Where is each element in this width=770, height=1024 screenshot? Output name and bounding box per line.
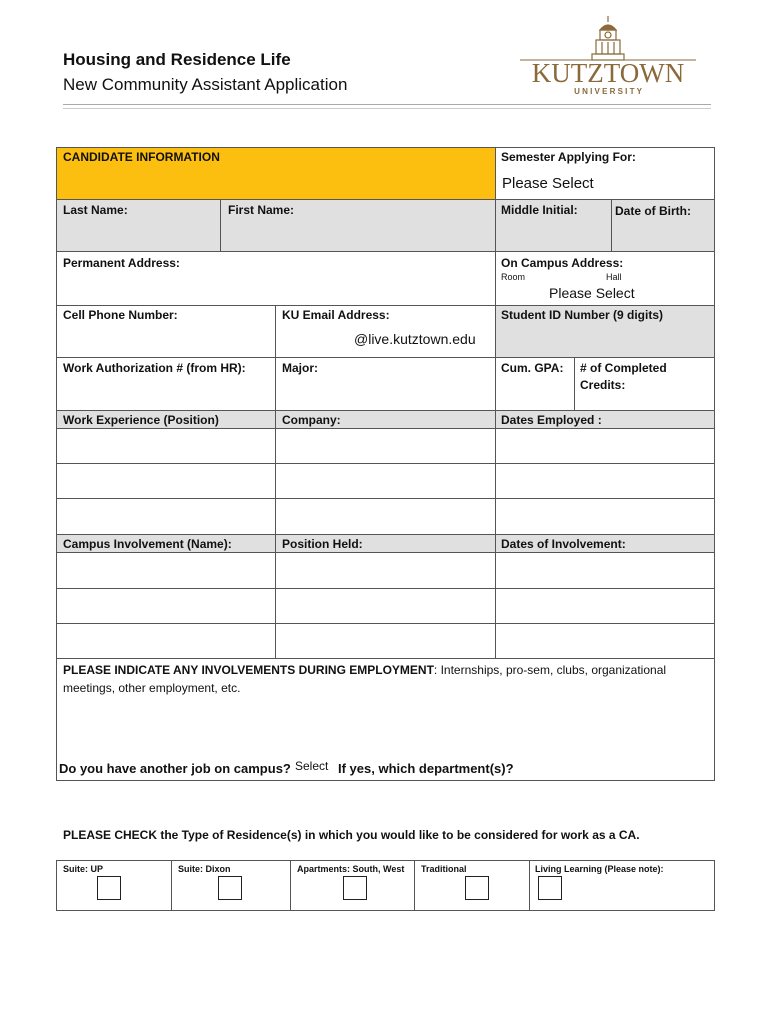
ku-email-field[interactable]: KU Email Address: <box>282 308 390 322</box>
divider <box>57 552 714 553</box>
divider <box>290 861 291 910</box>
divider <box>574 358 575 410</box>
logo-subtext: U N I V E R S I T Y <box>574 87 642 96</box>
email-suffix: @live.kutztown.edu <box>354 331 476 347</box>
involvement-prompt-rest: : Internships, pro-sem, clubs, organizational <box>433 663 667 677</box>
residence-heading: PLEASE CHECK the Type of Residence(s) in which you would like to be considered for work as a CA. <box>63 828 640 842</box>
table-row <box>57 498 714 499</box>
divider <box>495 358 496 410</box>
middle-initial-field[interactable]: Middle Initial: <box>501 203 578 217</box>
involvement-prompt-rest-2: meetings, other employment, etc. <box>63 681 241 695</box>
suite-up-checkbox[interactable] <box>97 876 121 900</box>
divider <box>220 200 221 251</box>
first-name-field[interactable]: First Name: <box>228 203 295 217</box>
divider <box>495 200 496 251</box>
major-field[interactable]: Major: <box>282 361 318 375</box>
document-title: Housing and Residence Life <box>63 50 291 69</box>
other-job-select[interactable]: Select <box>295 759 329 773</box>
traditional-checkbox[interactable] <box>465 876 489 900</box>
table-row <box>57 588 714 589</box>
residence-option-label: Apartments: South, West <box>297 864 405 874</box>
semester-label: Semester Applying For: <box>501 150 636 164</box>
work-dates-header: Dates Employed : <box>501 413 602 427</box>
apartments-checkbox[interactable] <box>343 876 367 900</box>
document-subtitle: New Community Assistant Application <box>63 75 348 94</box>
kutztown-logo <box>516 14 700 100</box>
divider <box>495 252 496 305</box>
divider <box>57 428 714 429</box>
divider <box>495 535 496 552</box>
residence-option-label: Living Learning (Please note): <box>535 864 664 874</box>
credits-label-1: # of Completed <box>580 361 667 375</box>
residence-option-label: Traditional <box>421 864 467 874</box>
table-row <box>57 658 714 659</box>
involvement-prompt <box>63 661 703 697</box>
other-job-question: Do you have another job on campus? <box>59 761 291 776</box>
last-name-field[interactable]: Last Name: <box>63 203 128 217</box>
logo-wordmark: KUTZTOWN <box>531 58 685 88</box>
work-company-header: Company: <box>282 413 341 427</box>
divider <box>57 357 714 358</box>
suite-dixon-checkbox[interactable] <box>218 876 242 900</box>
residence-option-label: Suite: UP <box>63 864 104 874</box>
divider <box>275 306 276 357</box>
permanent-address-field[interactable]: Permanent Address: <box>63 256 180 270</box>
credits-label-2: Credits: <box>580 378 626 392</box>
department-question: If yes, which department(s)? <box>338 761 514 776</box>
semester-select[interactable]: Please Select <box>502 175 594 192</box>
campus-dates-header: Dates of Involvement: <box>501 537 626 551</box>
gpa-field[interactable]: Cum. GPA: <box>501 361 564 375</box>
divider <box>57 251 714 252</box>
work-authorization-field[interactable]: Work Authorization # (from HR): <box>63 361 246 375</box>
campus-hall-select[interactable]: Please Select <box>549 285 635 301</box>
student-id-field[interactable]: Student ID Number (9 digits) <box>501 308 663 322</box>
table-row <box>57 623 714 624</box>
divider <box>611 200 612 251</box>
divider <box>529 861 530 910</box>
header-rule <box>63 104 711 105</box>
campus-position-header: Position Held: <box>282 537 363 551</box>
campus-name-header: Campus Involvement (Name): <box>63 537 232 551</box>
divider <box>495 306 496 357</box>
table-row <box>57 463 714 464</box>
living-learning-checkbox[interactable] <box>538 876 562 900</box>
divider <box>171 861 172 910</box>
hall-label: Hall <box>606 272 622 282</box>
residence-option-label: Suite: Dixon <box>178 864 231 874</box>
work-position-header: Work Experience (Position) <box>63 413 219 427</box>
cell-phone-field[interactable]: Cell Phone Number: <box>63 308 178 322</box>
divider <box>414 861 415 910</box>
divider <box>275 358 276 410</box>
involvement-prompt-bold: PLEASE INDICATE ANY INVOLVEMENTS DURING EMPLOYMENT <box>63 663 434 677</box>
header-rule-2 <box>63 108 711 109</box>
dob-field[interactable]: Date of Birth: <box>615 204 691 218</box>
room-label: Room <box>501 272 526 282</box>
candidate-section-title: CANDIDATE INFORMATION <box>63 150 220 164</box>
divider <box>275 535 276 552</box>
campus-address-label: On Campus Address: <box>501 256 624 270</box>
